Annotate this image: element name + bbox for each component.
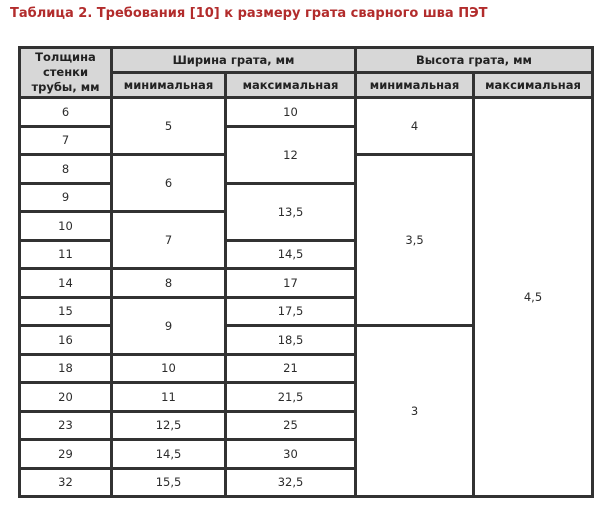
width-min-cell: 15,5	[113, 470, 224, 496]
thickness-cell: 18	[21, 356, 110, 382]
width-max-cell: 30	[227, 441, 354, 467]
header-height-group: Высота грата, мм	[357, 49, 591, 71]
thickness-cell: 9	[21, 185, 110, 211]
thickness-cell: 10	[21, 213, 110, 239]
table-caption: Таблица 2. Требования [10] к размеру грата сварного шва ПЭТ	[10, 6, 488, 21]
thickness-cell: 7	[21, 128, 110, 154]
thickness-cell: 29	[21, 441, 110, 467]
thickness-cell: 14	[21, 270, 110, 296]
thickness-cell: 6	[21, 99, 110, 125]
header-width-group: Ширина грата, мм	[113, 49, 354, 71]
width-min-cell: 9	[113, 299, 224, 353]
width-max-cell: 18,5	[227, 327, 354, 353]
height-min-cell: 3	[357, 327, 472, 495]
width-max-cell: 12	[227, 128, 354, 182]
height-min-cell: 3,5	[357, 156, 472, 324]
width-min-cell: 6	[113, 156, 224, 210]
weld-bead-table	[18, 46, 594, 498]
width-min-cell: 5	[113, 99, 224, 153]
header-height-max: максимальная	[475, 74, 591, 96]
width-max-cell: 25	[227, 413, 354, 439]
width-max-cell: 17	[227, 270, 354, 296]
width-max-cell: 13,5	[227, 185, 354, 239]
header-thickness-line-3: трубы, мм	[31, 80, 100, 94]
width-min-cell: 8	[113, 270, 224, 296]
header-thickness	[21, 49, 110, 96]
thickness-cell: 8	[21, 156, 110, 182]
header-thickness-line-1: Толщина	[35, 50, 96, 64]
width-max-cell: 10	[227, 99, 354, 125]
width-max-cell: 21,5	[227, 384, 354, 410]
width-max-cell: 21	[227, 356, 354, 382]
height-min-cell: 4	[357, 99, 472, 153]
thickness-cell: 15	[21, 299, 110, 325]
width-max-cell: 17,5	[227, 299, 354, 325]
thickness-cell: 11	[21, 242, 110, 268]
width-min-cell: 11	[113, 384, 224, 410]
width-min-cell: 7	[113, 213, 224, 267]
width-min-cell: 10	[113, 356, 224, 382]
width-max-cell: 32,5	[227, 470, 354, 496]
thickness-cell: 32	[21, 470, 110, 496]
header-thickness-line-2: стенки	[42, 65, 89, 79]
width-min-cell: 12,5	[113, 413, 224, 439]
header-height-min: минимальная	[357, 74, 472, 96]
thickness-cell: 23	[21, 413, 110, 439]
width-min-cell: 14,5	[113, 441, 224, 467]
thickness-cell: 16	[21, 327, 110, 353]
width-max-cell: 14,5	[227, 242, 354, 268]
table-row	[21, 99, 591, 125]
height-max-cell: 4,5	[475, 99, 591, 495]
header-width-max: максимальная	[227, 74, 354, 96]
header-width-min: минимальная	[113, 74, 224, 96]
thickness-cell: 20	[21, 384, 110, 410]
